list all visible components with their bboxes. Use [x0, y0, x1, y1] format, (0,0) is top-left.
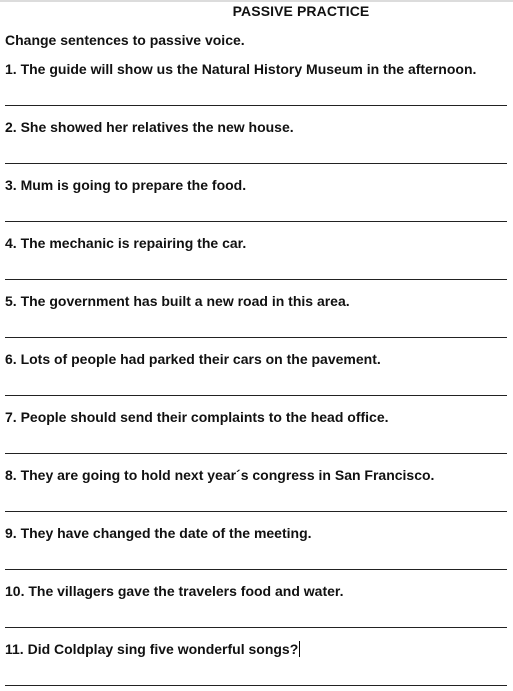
- answer-line-6[interactable]: [5, 395, 507, 396]
- sentence-11-wrapper: [5, 641, 300, 657]
- sentence-9: 9. They have changed the date of the meeting.: [5, 525, 312, 541]
- answer-line-1[interactable]: [5, 105, 507, 106]
- exercise-item-1: [5, 61, 507, 119]
- answer-line-9[interactable]: [5, 569, 507, 570]
- exercise-item-9: [5, 525, 507, 583]
- sentence-11: 11. Did Coldplay sing five wonderful songs?: [5, 641, 299, 657]
- answer-line-4[interactable]: [5, 279, 507, 280]
- sentence-8: 8. They are going to hold next year´s congress in San Francisco.: [5, 467, 435, 483]
- worksheet-title: PASSIVE PRACTICE: [232, 3, 370, 19]
- exercise-item-2: [5, 119, 507, 177]
- sentence-6: 6. Lots of people had parked their cars on the pavement.: [5, 351, 381, 367]
- exercise-item-11: [5, 641, 507, 689]
- sentence-10: 10. The villagers gave the travelers food and water.: [5, 583, 344, 599]
- worksheet-instruction: Change sentences to passive voice.: [5, 32, 245, 48]
- answer-line-10[interactable]: [5, 627, 507, 628]
- answer-line-5[interactable]: [5, 337, 507, 338]
- answer-line-7[interactable]: [5, 453, 507, 454]
- text-cursor: [299, 641, 300, 657]
- exercise-item-10: [5, 583, 507, 641]
- exercise-item-6: [5, 351, 507, 409]
- exercise-item-4: [5, 235, 507, 293]
- sentence-7: 7. People should send their complaints to the head office.: [5, 409, 389, 425]
- answer-line-11[interactable]: [5, 685, 507, 686]
- exercise-item-3: [5, 177, 507, 235]
- answer-line-2[interactable]: [5, 163, 507, 164]
- sentence-2: 2. She showed her relatives the new house.: [5, 119, 294, 135]
- sentence-4: 4. The mechanic is repairing the car.: [5, 235, 247, 251]
- exercise-item-5: [5, 293, 507, 351]
- exercise-item-8: [5, 467, 507, 525]
- answer-line-3[interactable]: [5, 221, 507, 222]
- answer-line-8[interactable]: [5, 511, 507, 512]
- sentence-1: 1. The guide will show us the Natural History Museum in the afternoon.: [5, 61, 477, 77]
- sentence-3: 3. Mum is going to prepare the food.: [5, 177, 247, 193]
- exercise-item-7: [5, 409, 507, 467]
- sentence-5: 5. The government has built a new road in this area.: [5, 293, 350, 309]
- page-top-edge: [0, 0, 513, 2]
